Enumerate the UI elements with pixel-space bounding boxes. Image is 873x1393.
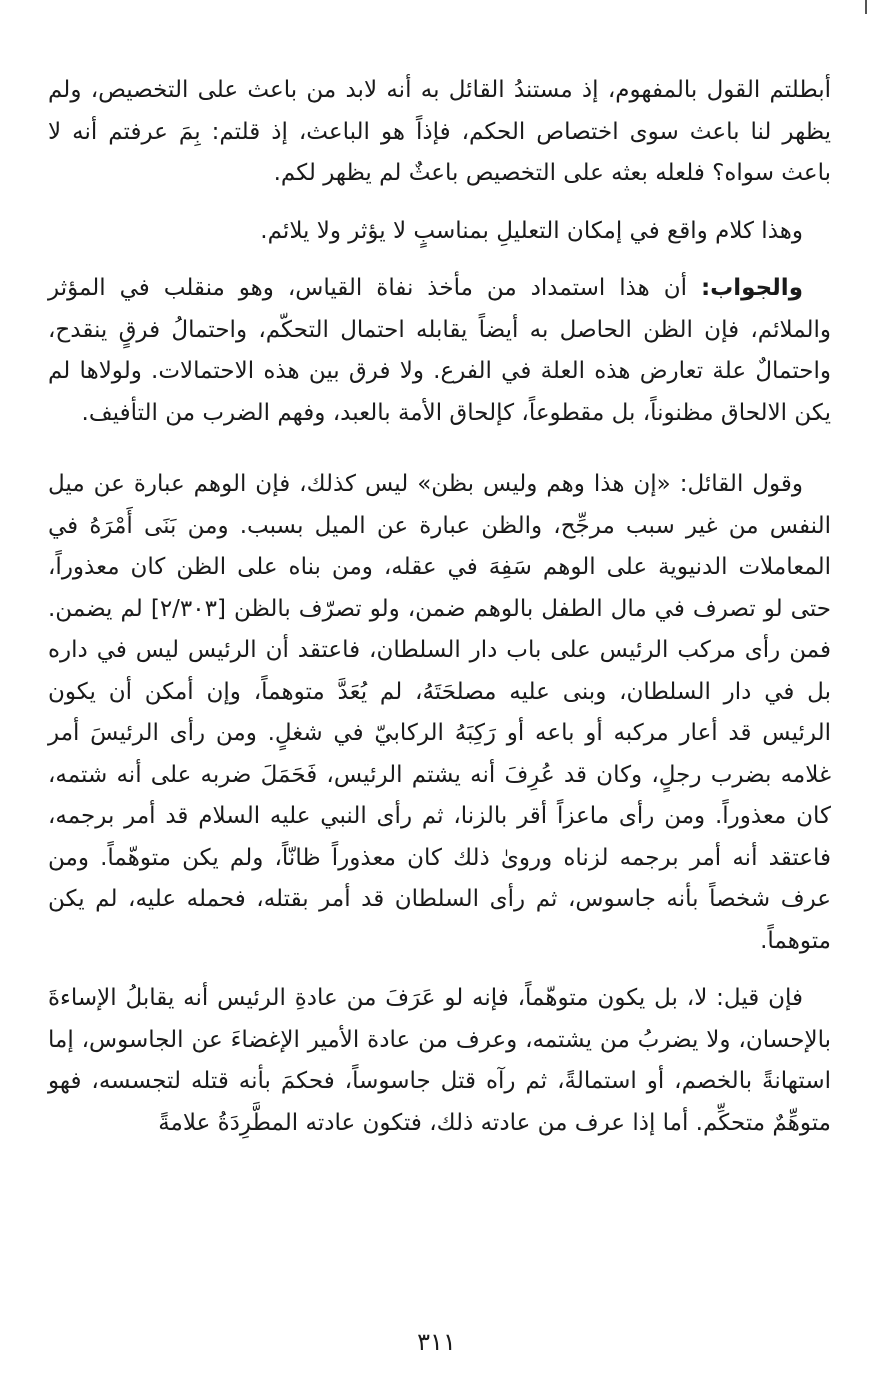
paragraph-5-text: فإن قيل: لا، بل يكون متوهّماً، فإنه لو عَرَفَ من عادةِ الرئيس أنه يقابلُ الإساءةَ بالإحسان، ولا يضربُ من يشتمه، وعرف من عادة الأمير الإغضاءَ عن الجاسوس، إما استهانةً بالخصم، أو استمالةً، ثم رآه قتل جاسوساً، فحكمَ بأنه قتله لتجسسه، فهو متوهِّمٌ متحكِّم. أما إذا عرف من عادته ذلك، فتكون عادته المطَّرِدَةُ علامةً: [48, 985, 831, 1136]
paragraph-2-text: وهذا كلام واقع في إمكان التعليلِ بمناسبٍ لا يؤثر ولا يلائم.: [260, 217, 803, 244]
paragraph-4-text: وقول القائل: «إن هذا وهم وليس بظن» ليس كذلك، فإن الوهم عبارة عن ميل النفس من غير سبب مرجِّح، والظن عبارة عن الميل بسبب. ومن بَنَى أَمْرَهُ في المعاملات الدنيوية على الوهم سَفِهَ في عقله، ومن بناه على الظن كان معذوراً، حتى لو تصرف في مال الطفل بالوهم ضمن، ولو تصرّف بالظن [٢/٣٠٣] لم يضمن. فمن رأى مركب الرئيس على باب دار السلطان، فاعتقد أن الرئيس ليس في داره بل في دار السلطان، وبنى عليه مصلحَتَهُ، لم يُعَدَّ متوهماً، وإن أمكن أن يكون الرئيس قد أعار مركبه أو باعه أو رَكِبَهُ الركابيّ في شغلٍ. ومن رأى الرئيسَ أمر غلامه بضرب رجلٍ، وكان قد عُرِفَ أنه يشتم الرئيس، فَحَمَلَ ضربه على أنه شتمه، كان معذوراً. ومن رأى ماعزاً أقر بالزنا، ثم رأى النبي عليه السلام قد أمر برجمه، فاعتقد أنه أمر برجمه لزناه وروىٰ ذلك كان معذوراً ظانّاً، ولم يكن متوهّماً. ومن عرف شخصاً بأنه جاسوس، ثم رأى السلطان قد أمر بقتله، فحمله عليه، لم يكن متوهماً.: [48, 471, 832, 954]
page-body: [48, 70, 831, 1158]
paragraph-2: [48, 211, 831, 253]
paragraph-1-text: أبطلتم القول بالمفهوم، إذ مستندُ القائل به أنه لابد من باعث على التخصيص، ولم يظهر لنا باعث سوى اختصاص الحكم، فإذاً هو الباعث، إذ قلتم: بِمَ عرفتم أنه لا باعث سواه؟ فلعله بعثه على التخصيص باعثٌ لم يظهر لكم.: [48, 77, 831, 186]
page-number: ٣١١: [417, 1328, 456, 1356]
paragraph-1: [48, 70, 831, 195]
edge-mark: [865, 0, 867, 14]
paragraph-3: [48, 268, 831, 434]
paragraph-5: [48, 978, 831, 1144]
paragraph-3-text: أن هذا استمداد من مأخذ نفاة القياس، وهو منقلب في المؤثر والملائم، فإن الظن الحاصل به أيضاً يقابله احتمال التحكّم، واحتمالُ فرقٍ ينقدح، واحتمالٌ علة تعارض هذه العلة في الفرع. ولا فرق بين هذه الاحتمالات. ولولاها لم يكن الالحاق مظنوناً، بل مقطوعاً، كإلحاق الأمة بالعبد، وفهم الضرب من التأفيف.: [48, 275, 831, 426]
answer-heading: والجواب:: [700, 275, 803, 301]
paragraph-4: [48, 464, 831, 962]
